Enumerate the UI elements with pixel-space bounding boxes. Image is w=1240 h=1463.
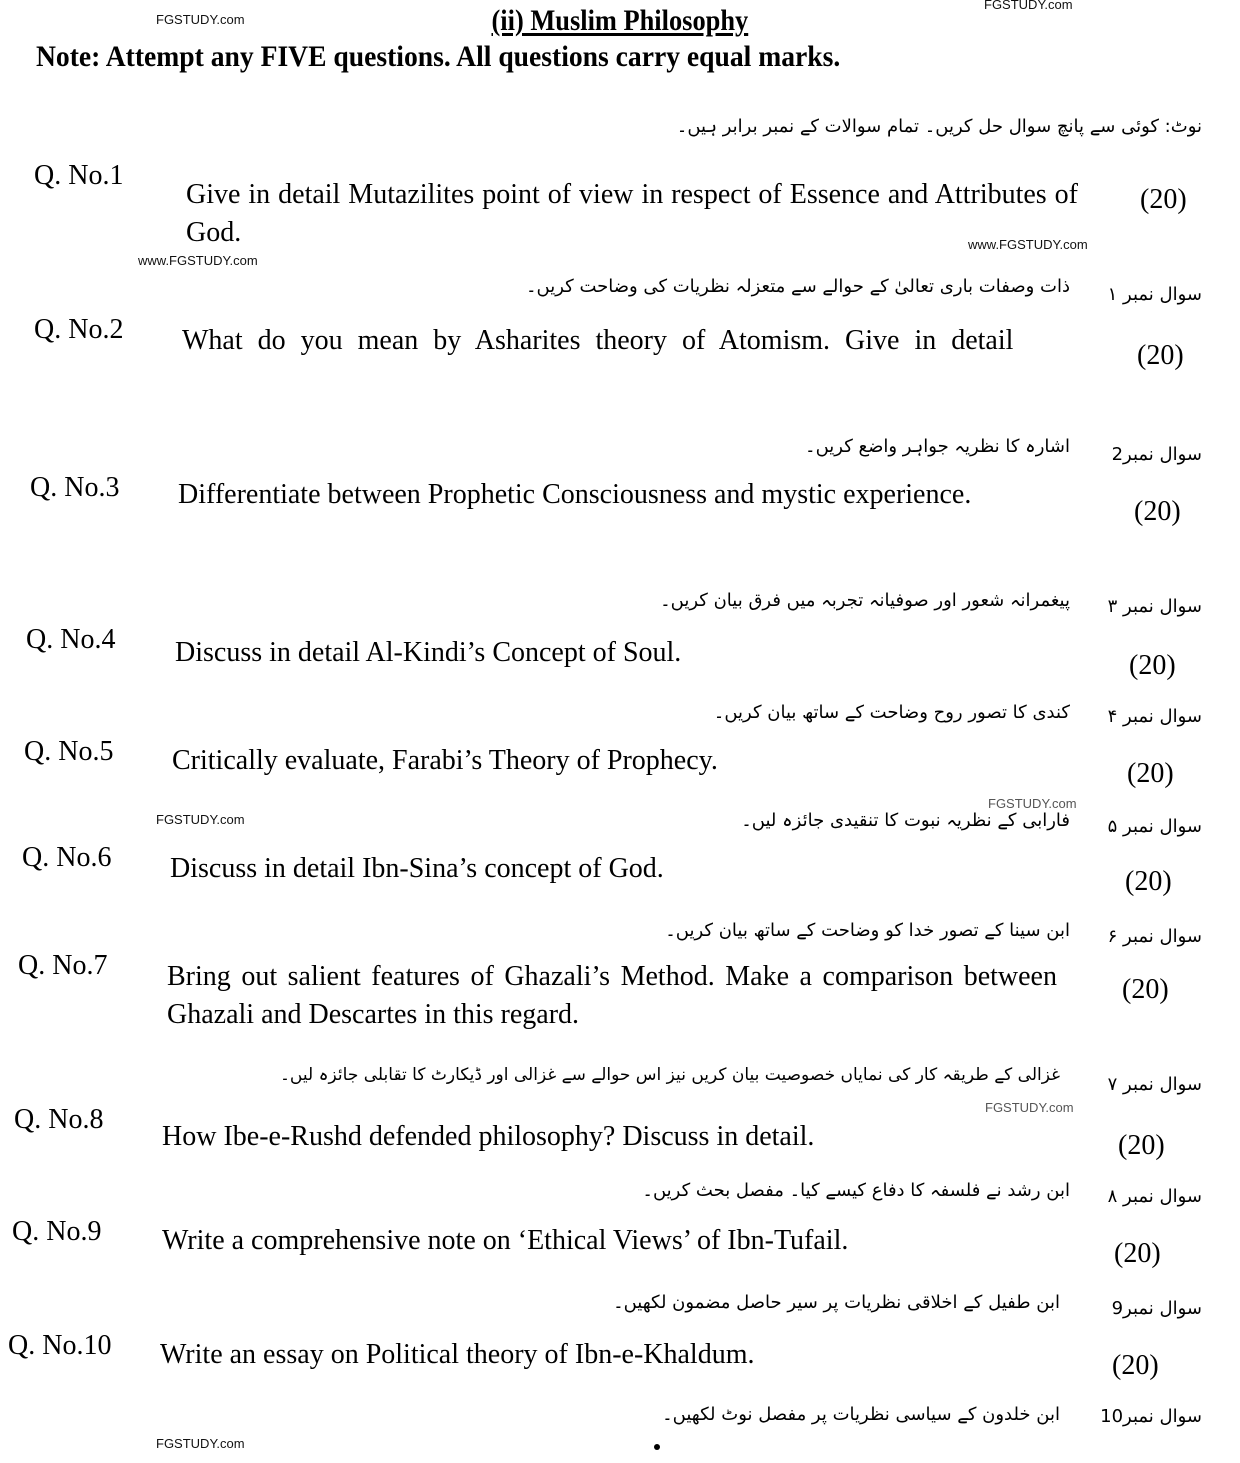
watermark: www.FGSTUDY.com xyxy=(968,237,1088,252)
question-text: Write a comprehensive note on ‘Ethical Views’ of Ibn-Tufail. xyxy=(162,1225,849,1256)
question-number: Q. No.3 xyxy=(30,472,120,503)
urdu-question-label: سوال نمبر2 xyxy=(1111,444,1202,465)
question-marks: (20) xyxy=(1114,1238,1161,1269)
question-text: Critically evaluate, Farabi’s Theory of Prophecy. xyxy=(172,745,718,776)
watermark: FGSTUDY.com xyxy=(156,1436,245,1451)
question-text: Discuss in detail Al-Kindi’s Concept of Soul. xyxy=(175,637,682,668)
question-marks: (20) xyxy=(1125,866,1172,897)
question-text: Write an essay on Political theory of Ibn-e-Khaldum. xyxy=(160,1339,755,1370)
watermark: www.FGSTUDY.com xyxy=(138,253,258,268)
urdu-question-label: سوال نمبر ۸ xyxy=(1107,1186,1202,1207)
question-marks: (20) xyxy=(1118,1130,1165,1161)
stray-dot-mark xyxy=(654,1444,660,1450)
question-number: Q. No.4 xyxy=(26,624,116,655)
question-text: Differentiate between Prophetic Consciousness and mystic experience. xyxy=(178,479,972,510)
urdu-question-text: ابن طفیل کے اخلاقی نظریات پر سیر حاصل مضمون لکھیں۔ xyxy=(613,1292,1060,1313)
watermark: FGSTUDY.com xyxy=(156,12,245,27)
question-number: Q. No.7 xyxy=(18,950,108,981)
question-number: Q. No.10 xyxy=(8,1330,112,1361)
urdu-question-text: اشارہ کا نظریہ جواہر واضع کریں۔ xyxy=(805,436,1070,457)
question-marks: (20) xyxy=(1127,758,1174,789)
urdu-question-text: ذات وصفات باری تعالیٰ کے حوالے سے متعزلہ نظریات کی وضاحت کریں۔ xyxy=(525,276,1070,297)
watermark: FGSTUDY.com xyxy=(984,0,1073,12)
urdu-question-text: کندی کا تصور روح وضاحت کے ساتھ بیان کریں۔ xyxy=(713,702,1070,723)
question-text: Discuss in detail Ibn-Sina’s concept of God. xyxy=(170,853,664,884)
question-number: Q. No.9 xyxy=(12,1216,102,1247)
question-marks: (20) xyxy=(1112,1350,1159,1381)
urdu-question-label: سوال نمبر9 xyxy=(1111,1298,1202,1319)
urdu-question-label: سوال نمبر ۵ xyxy=(1107,816,1202,837)
question-marks: (20) xyxy=(1140,184,1187,215)
urdu-question-label: سوال نمبر ۱ xyxy=(1107,284,1202,305)
question-number: Q. No.1 xyxy=(34,160,124,191)
urdu-question-text: فارابی کے نظریہ نبوت کا تنقیدی جائزہ لیں۔ xyxy=(741,810,1070,831)
question-text: What do you mean by Asharites theory of Atomism. Give in detail xyxy=(182,325,1014,356)
question-number: Q. No.2 xyxy=(34,314,124,345)
urdu-question-text: ابن رشد نے فلسفہ کا دفاع کیسے کیا۔ مفصل بحث کریں۔ xyxy=(642,1180,1070,1201)
watermark: FGSTUDY.com xyxy=(156,812,245,827)
instructions-note: Note: Attempt any FIVE questions. All questions carry equal marks. xyxy=(36,40,841,73)
question-marks: (20) xyxy=(1122,974,1169,1005)
question-text: Bring out salient features of Ghazali’s Method. Make a comparison between Ghazali and Descartes in this regard. xyxy=(167,961,1057,1030)
watermark: FGSTUDY.com xyxy=(985,1100,1074,1115)
question-text: Give in detail Mutazilites point of view in respect of Essence and Attributes of God. xyxy=(186,179,1078,248)
question-number: Q. No.8 xyxy=(14,1104,104,1135)
urdu-question-label: سوال نمبر ۳ xyxy=(1107,596,1202,617)
urdu-question-text: ابن سینا کے تصور خدا کو وضاحت کے ساتھ بیان کریں۔ xyxy=(665,920,1070,941)
question-marks: (20) xyxy=(1137,340,1184,371)
question-marks: (20) xyxy=(1129,650,1176,681)
question-marks: (20) xyxy=(1134,496,1181,527)
page-title: (ii) Muslim Philosophy xyxy=(491,4,749,37)
question-number: Q. No.5 xyxy=(24,736,114,767)
question-text: How Ibe-e-Rushd defended philosophy? Discuss in detail. xyxy=(162,1121,815,1152)
watermark: FGSTUDY.com xyxy=(988,796,1077,811)
urdu-question-text: پیغمرانہ شعور اور صوفیانہ تجربہ میں فرق بیان کریں۔ xyxy=(660,590,1070,611)
urdu-question-text: غزالی کے طریقہ کار کی نمایاں خصوصیت بیان کریں نیز اس حوالے سے غزالی اور ڈیکارٹ کا تقابلی جائزہ لیں۔ xyxy=(279,1065,1060,1085)
instructions-note-urdu: نوٹ: کوئی سے پانچ سوال حل کریں۔ تمام سوالات کے نمبر برابر ہیں۔ xyxy=(676,116,1202,137)
urdu-question-text: ابن خلدون کے سیاسی نظریات پر مفصل نوٹ لکھیں۔ xyxy=(662,1404,1060,1425)
urdu-question-label: سوال نمبر ۶ xyxy=(1107,926,1202,947)
urdu-question-label: سوال نمبر ۷ xyxy=(1107,1074,1202,1095)
urdu-question-label: سوال نمبر10 xyxy=(1100,1406,1202,1427)
question-number: Q. No.6 xyxy=(22,842,112,873)
urdu-question-label: سوال نمبر ۴ xyxy=(1107,706,1202,727)
